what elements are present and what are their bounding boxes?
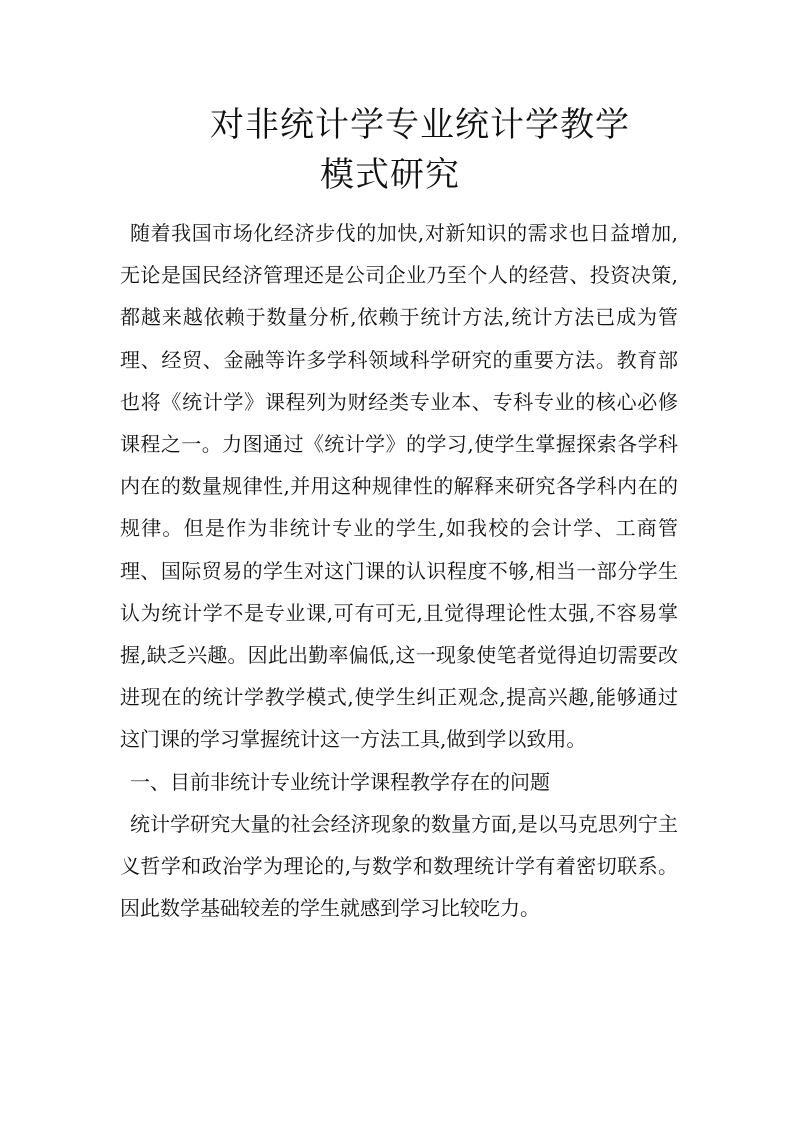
- document-body: [120, 212, 678, 929]
- paragraph-intro: 随着我国市场化经济步伐的加快,对新知识的需求也日益增加,无论是国民经济管理还是公司企业乃至个人的经营、投资决策,都越来越依赖于数量分析,依赖于统计方法,统计方法已成为管理、经贸、金融等许多学科领域科学研究的重要方法。教育部也将《统计学》课程列为财经类专业本、专科专业的核心必修课程之一。力图通过《统计学》的学习,使学生掌握探索各学科内在的数量规律性,并用这种规律性的解释来研究各学科内在的规律。但是作为非统计专业的学生,如我校的会计学、工商管理、国际贸易的学生对这门课的认识程度不够,相当一部分学生认为统计学不是专业课,可有可无,且觉得理论性太强,不容易掌握,缺乏兴趣。因此出勤率偏低,这一现象使笔者觉得迫切需要改进现在的统计学教学模式,使学生纠正观念,提高兴趣,能够通过这门课的学习掌握统计这一方法工具,做到学以致用。: [120, 221, 678, 752]
- document-title: [120, 100, 680, 200]
- paragraph-section-1: 统计学研究大量的社会经济现象的数量方面,是以马克思列宁主义哲学和政治学为理论的,与数学和数理统计学有着密切联系。因此数学基础较差的学生就感到学习比较吃力。: [120, 811, 678, 921]
- section-heading: 一、目前非统计专业统计学课程教学存在的问题: [130, 769, 550, 794]
- title-line-2: 模式研究: [320, 155, 460, 195]
- title-line-1: 对非统计学专业统计学教学: [210, 105, 630, 145]
